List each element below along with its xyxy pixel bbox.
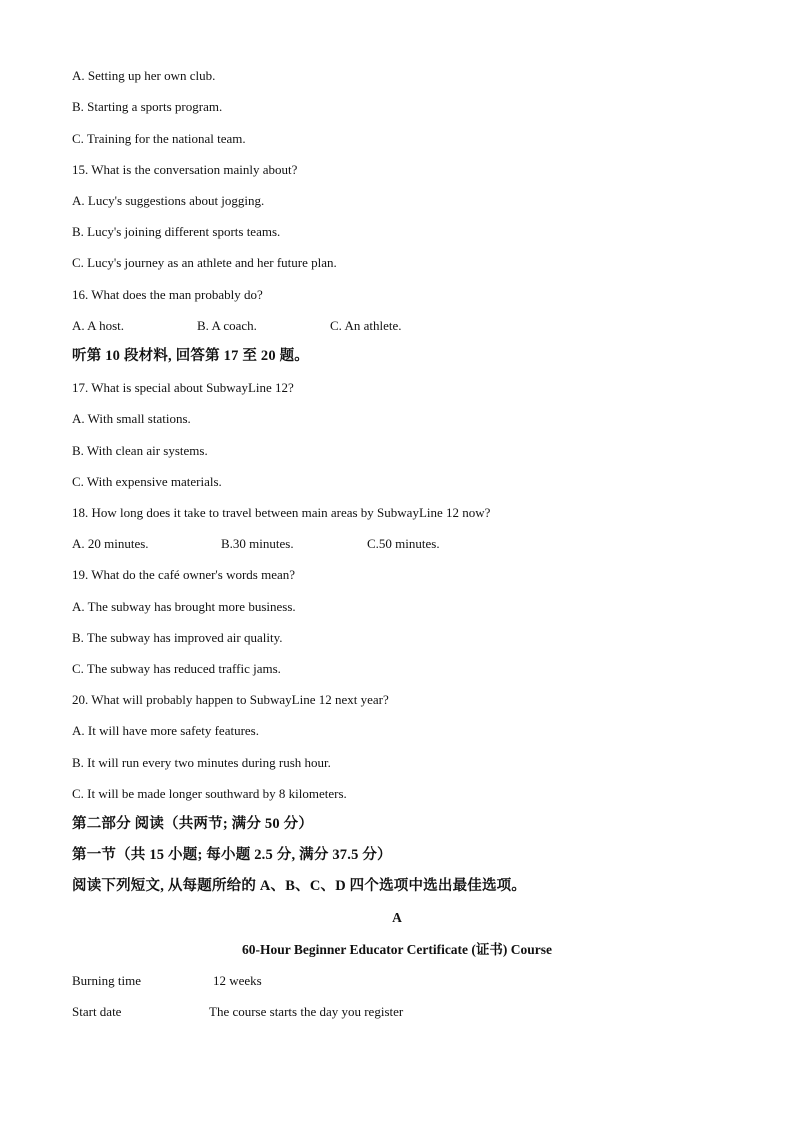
q18-question: 18. How long does it take to travel between main areas by SubwayLine 12 now? <box>72 505 491 520</box>
q19-option-c: C. The subway has reduced traffic jams. <box>72 661 281 676</box>
q17-option-a: A. With small stations. <box>72 411 191 426</box>
course-info-value-start-date: The course starts the day you register <box>209 1004 404 1019</box>
q20-question: 20. What will probably happen to SubwayLine 12 next year? <box>72 692 389 707</box>
q20-option-a: A. It will have more safety features. <box>72 723 259 738</box>
q16-option-a: A. A host. <box>72 318 125 333</box>
q17-option-b: B. With clean air systems. <box>72 443 208 458</box>
q16-option-b: B. A coach. <box>197 318 257 333</box>
q15-option-b: B. Lucy's joining different sports teams. <box>72 224 281 239</box>
q16-question: 16. What does the man probably do? <box>72 287 263 302</box>
q14-option-c: C. Training for the national team. <box>72 131 246 146</box>
reading-instruction: 阅读下列短文, 从每题所给的 A、B、C、D 四个选项中选出最佳选项。 <box>72 878 527 894</box>
q20-option-b: B. It will run every two minutes during rush hour. <box>72 755 331 770</box>
q18-option-c: C.50 minutes. <box>367 536 440 551</box>
q18-option-a: A. 20 minutes. <box>72 536 149 551</box>
section1-heading: 第一节（共 15 小题; 每小题 2.5 分, 满分 37.5 分） <box>72 847 392 863</box>
course-info-value-burning-time: 12 weeks <box>213 973 262 988</box>
part2-heading: 第二部分 阅读（共两节; 满分 50 分） <box>72 816 314 832</box>
passage-title: 60-Hour Beginner Educator Certificate (证书) Course <box>241 942 553 957</box>
section10-instruction: 听第 10 段材料, 回答第 17 至 20 题。 <box>72 348 309 364</box>
q14-option-b: B. Starting a sports program. <box>72 99 223 114</box>
q19-option-b: B. The subway has improved air quality. <box>72 630 283 645</box>
q14-option-a: A. Setting up her own club. <box>72 68 216 83</box>
passage-letter: A <box>392 910 402 925</box>
q15-option-c: C. Lucy's journey as an athlete and her future plan. <box>72 255 337 270</box>
q16-option-c: C. An athlete. <box>330 318 402 333</box>
q15-question: 15. What is the conversation mainly about? <box>72 162 298 177</box>
q15-option-a: A. Lucy's suggestions about jogging. <box>72 193 265 208</box>
q18-option-b: B.30 minutes. <box>221 536 294 551</box>
q17-option-c: C. With expensive materials. <box>72 474 222 489</box>
course-info-label-burning-time: Burning time <box>72 973 141 988</box>
q19-question: 19. What do the café owner's words mean? <box>72 567 296 582</box>
course-info-label-start-date: Start date <box>72 1004 122 1019</box>
q20-option-c: C. It will be made longer southward by 8 kilometers. <box>72 786 347 801</box>
q19-option-a: A. The subway has brought more business. <box>72 599 296 614</box>
q17-question: 17. What is special about SubwayLine 12? <box>72 380 294 395</box>
